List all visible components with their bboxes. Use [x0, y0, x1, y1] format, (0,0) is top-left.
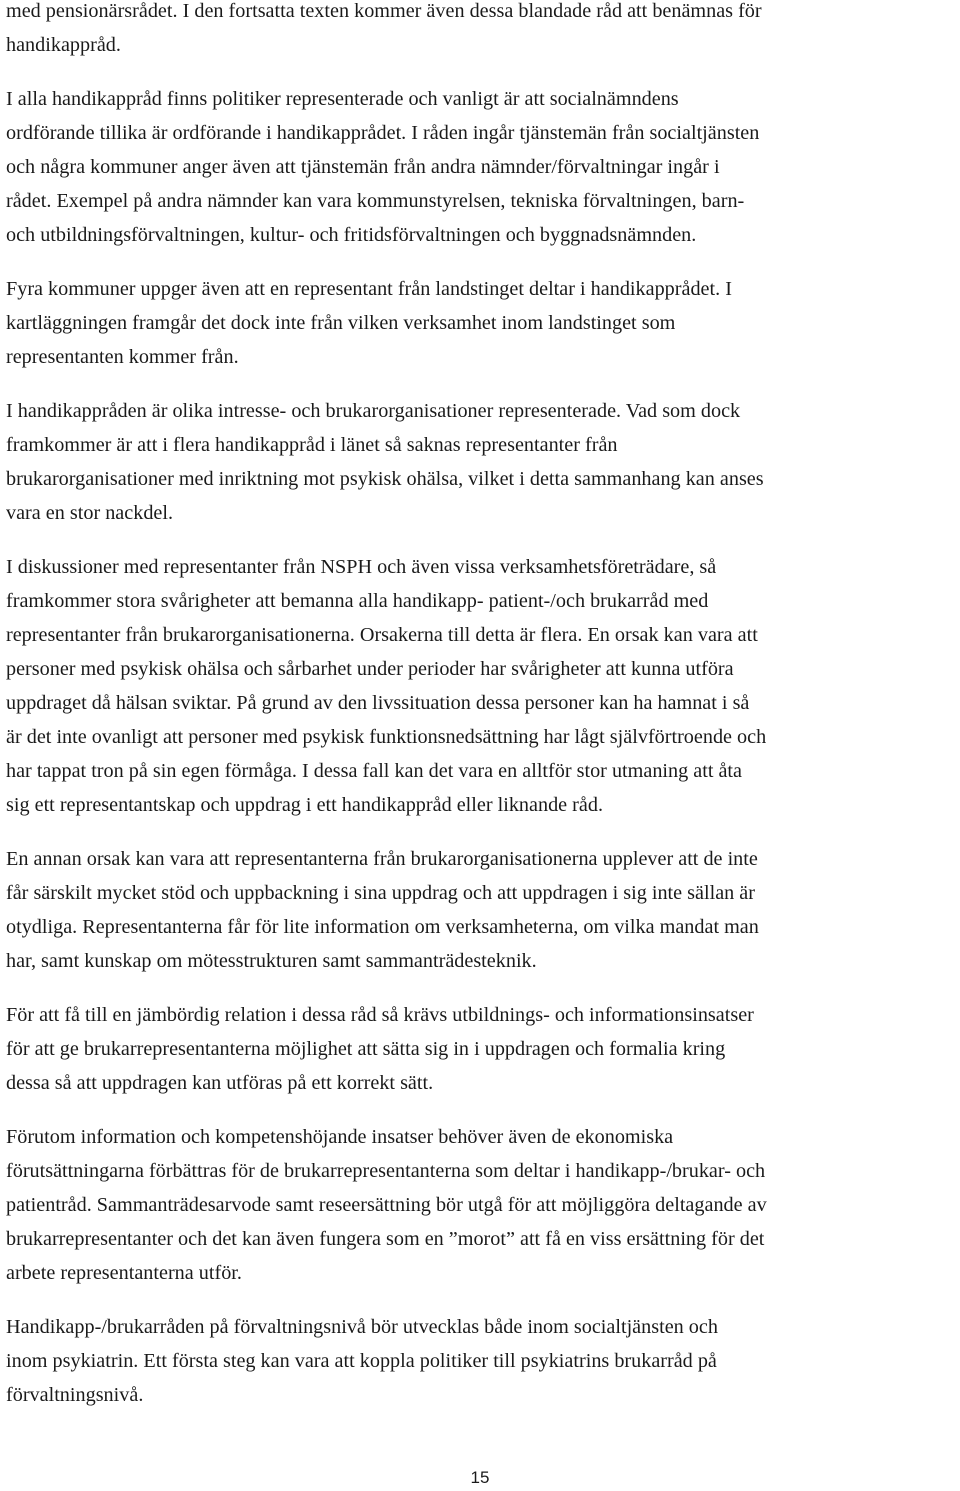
paragraph: [6, 272, 960, 374]
text-line: I handikappråden är olika intresse- och brukarorganisationer representerade. Vad som dock: [6, 400, 741, 422]
paragraph: [6, 842, 960, 978]
paragraph-gap: [6, 62, 960, 82]
text-line: har, samt kunskap om mötesstrukturen samt sammanträdesteknik.: [6, 950, 537, 972]
text-line: arbete representanterna utför.: [6, 1262, 242, 1284]
text-line: är det inte ovanligt att personer med psykisk funktionsnedsättning har lågt självförtroende och: [6, 726, 767, 748]
text-line: Handikapp-/brukarråden på förvaltningsnivå bör utvecklas både inom socialtjänsten och: [6, 1316, 718, 1338]
paragraph: [6, 1120, 960, 1290]
text-line: personer med psykisk ohälsa och sårbarhet under perioder har svårigheter att kunna utföra: [6, 658, 734, 680]
paragraph: [6, 550, 960, 822]
paragraph-gap: [6, 1290, 960, 1310]
text-line: I diskussioner med representanter från NSPH och även vissa verksamhetsföreträdare, så: [6, 556, 717, 578]
text-line: ordförande tillika är ordförande i handikapprådet. I råden ingår tjänstemän från socialtjänsten: [6, 122, 760, 144]
paragraph: [6, 1310, 960, 1412]
text-line: framkommer är att i flera handikappråd i länet så saknas representanter från: [6, 434, 618, 456]
page-number: 15: [470, 1468, 490, 1487]
text-line: får särskilt mycket stöd och uppbackning i sina uppdrag och att uppdragen i sig inte sällan är: [6, 882, 755, 904]
text-line: Förutom information och kompetenshöjande insatser behöver även de ekonomiska: [6, 1126, 674, 1148]
text-line: otydliga. Representanterna får för lite information om verksamheterna, om vilka mandat man: [6, 916, 759, 938]
text-line: framkommer stora svårigheter att bemanna alla handikapp- patient-/och brukarråd med: [6, 590, 709, 612]
text-line: brukarrepresentanter och det kan även fungera som en ”morot” att få en viss ersättning för det: [6, 1228, 765, 1250]
text-line: inom psykiatrin. Ett första steg kan vara att koppla politiker till psykiatrins brukarråd på: [6, 1350, 717, 1372]
paragraph: [6, 394, 960, 530]
text-line: sig ett representantskap och uppdrag i ett handikappråd eller liknande råd.: [6, 794, 603, 816]
text-line: För att få till en jämbördig relation i dessa råd så krävs utbildnings- och informationsinsatser: [6, 1004, 754, 1026]
text-line: representanter från brukarorganisationerna. Orsakerna till detta är flera. En orsak kan vara att: [6, 624, 758, 646]
text-line: vara en stor nackdel.: [6, 502, 174, 524]
paragraph-gap: [6, 1100, 960, 1120]
text-line: för att ge brukarrepresentanterna möjlighet att sätta sig in i uppdragen och formalia kring: [6, 1038, 726, 1060]
paragraph: [6, 0, 960, 62]
text-line: uppdraget då hälsan sviktar. På grund av den livssituation dessa personer kan ha hamnat i så: [6, 692, 750, 714]
text-line: kartläggningen framgår det dock inte från vilken verksamhet inom landstinget som: [6, 312, 676, 334]
paragraph-gap: [6, 374, 960, 394]
paragraph: [6, 82, 960, 252]
paragraph-gap: [6, 978, 960, 998]
paragraph-gap: [6, 822, 960, 842]
text-line: och utbildningsförvaltningen, kultur- och fritidsförvaltningen och byggnadsnämnden.: [6, 224, 697, 246]
text-line: förvaltningsnivå.: [6, 1384, 144, 1406]
paragraph-gap: [6, 530, 960, 550]
text-line: patientråd. Sammanträdesarvode samt reseersättning bör utgå för att möjliggöra deltagande av: [6, 1194, 767, 1216]
paragraph: [6, 998, 960, 1100]
text-line: och några kommuner anger även att tjänstemän från andra nämnder/förvaltningar ingår i: [6, 156, 720, 178]
text-line: handikappråd.: [6, 34, 121, 56]
text-line: I alla handikappråd finns politiker representerade och vanligt är att socialnämndens: [6, 88, 679, 110]
text-line: med pensionärsrådet. I den fortsatta texten kommer även dessa blandade råd att benämnas för: [6, 0, 762, 22]
text-line: förutsättningarna förbättras för de brukarrepresentanterna som deltar i handikapp-/brukar- och: [6, 1160, 766, 1182]
text-line: brukarorganisationer med inriktning mot psykisk ohälsa, vilket i detta sammanhang kan anses: [6, 468, 764, 490]
text-line: Fyra kommuner uppger även att en representant från landstinget deltar i handikapprådet. I: [6, 278, 732, 300]
document-body: [6, 0, 960, 1412]
text-line: dessa så att uppdragen kan utföras på ett korrekt sätt.: [6, 1072, 434, 1094]
text-line: har tappat tron på sin egen förmåga. I dessa fall kan det vara en alltför stor utmaning att åta: [6, 760, 743, 782]
text-line: En annan orsak kan vara att representanterna från brukarorganisationerna upplever att de inte: [6, 848, 758, 870]
text-line: rådet. Exempel på andra nämnder kan vara kommunstyrelsen, tekniska förvaltningen, barn-: [6, 190, 745, 212]
paragraph-gap: [6, 252, 960, 272]
text-line: representanten kommer från.: [6, 346, 239, 368]
